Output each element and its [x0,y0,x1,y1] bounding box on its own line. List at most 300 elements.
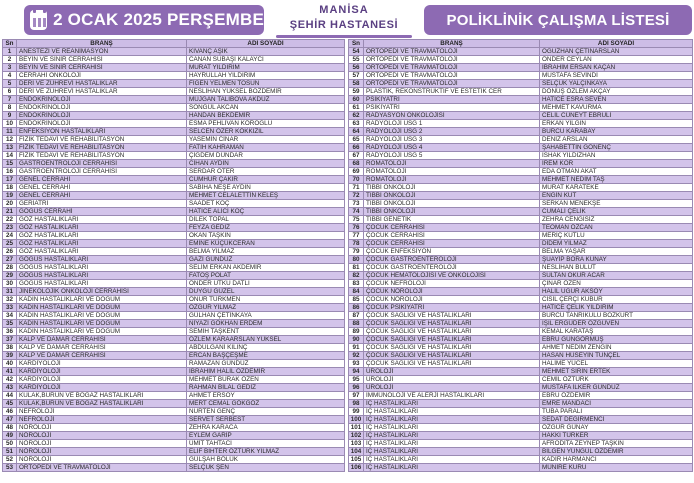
table-row [3,64,345,72]
doctor-name-cell: EDA OTMAN AKAT [540,168,693,176]
row-number: 97 [349,392,364,400]
doctor-name-cell: HATİCE ESRA SEVEN [540,96,693,104]
doctor-name-cell: ŞUAYİP BORA KUNAY [540,256,693,264]
doctor-name-cell: ENGİN KUT [540,192,693,200]
table-row [3,48,345,56]
table-row [349,432,693,440]
row-number: 45 [3,400,17,408]
row-number: 39 [3,352,17,360]
doctor-name-cell: GÜLHAN ÇETİNKAYA [187,312,345,320]
table-row [349,120,693,128]
table-row [349,304,693,312]
department-cell: PSİKİYATRİ [364,104,540,112]
doctor-name-cell: YASEMİN CİNAR [187,136,345,144]
table-row [349,128,693,136]
department-cell: KALP VE DAMAR CERRAHİSİ [17,336,187,344]
row-number: 8 [3,104,17,112]
table-row [3,120,345,128]
row-number: 91 [349,344,364,352]
department-cell: ROMATOLOJİ [364,168,540,176]
doctor-name-cell: IŞIL ERGÜDER ÖZGÜVEN [540,320,693,328]
row-number: 12 [3,136,17,144]
row-number: 85 [349,296,364,304]
doctor-name-cell: NİYAZİ GÖKHAN ERDEM [187,320,345,328]
department-cell: İÇ HASTALIKLARI [364,424,540,432]
doctor-name-cell: MERT CEMAL GÖKGÖZ [187,400,345,408]
department-cell: ÇOCUK SAĞLIĞI VE HASTALIKLARI [364,352,540,360]
table-row [349,384,693,392]
hospital-underline [276,35,412,38]
table-row [349,408,693,416]
department-cell: ENDOKRİNOLOJİ [17,96,187,104]
row-number: 34 [3,312,17,320]
table-row [349,232,693,240]
table-row [3,152,345,160]
row-number: 38 [3,344,17,352]
table-row [349,160,693,168]
doctor-name-cell: SELÇUK YALÇINKAYA [540,80,693,88]
department-cell: ORTOPEDİ VE TRAVMATOLOJİ [364,72,540,80]
table-row [349,392,693,400]
department-cell: RADYASYON ONKOLOJİSİ [364,112,540,120]
department-cell: DERİ VE ZÜHREVİ HASTALIKLAR [17,80,187,88]
department-cell: GASTROENTROLOJİ CERRAHİSİ [17,168,187,176]
table-row [349,320,693,328]
table-row [3,264,345,272]
department-cell: GÖĞÜS CERRAHİ [17,208,187,216]
row-number: 102 [349,432,364,440]
department-cell: NEFROLOJİ [17,408,187,416]
department-cell: KULAK,BURUN VE BOĞAZ HASTALIKLARI [17,400,187,408]
doctor-name-cell: TUBA PARALI [540,408,693,416]
department-cell: İÇ HASTALIKLARI [364,416,540,424]
row-number: 31 [3,288,17,296]
department-cell: BEYİN VE SİNİR CERRAHİSİ [17,56,187,64]
col-sn: Sn [349,40,364,48]
department-cell: NÖROLOJİ [17,456,187,464]
doctor-name-cell: MERİÇ KUTLU [540,232,693,240]
department-cell: ÇOCUK ENFEKSİYON [364,248,540,256]
table-row [3,312,345,320]
table-row [3,424,345,432]
table-row [3,184,345,192]
row-number: 37 [3,336,17,344]
doctor-name-cell: DÖNÜŞ ÖZLEM AKÇAY [540,88,693,96]
table-row [3,248,345,256]
department-cell: ÇOCUK SAĞLIĞI VE HASTALIKLARI [364,336,540,344]
department-cell: TIBBİ ONKOLOJİ [364,192,540,200]
doctor-name-cell: MEHMET BURAK ÖZEN [187,376,345,384]
doctor-name-cell: GÜLŞAH BÖLÜK [187,456,345,464]
row-number: 77 [349,232,364,240]
row-number: 93 [349,360,364,368]
date-text: 2 OCAK 2025 PERŞEMBE [53,10,264,29]
department-cell: GÖĞÜS HASTALIKLARI [17,272,187,280]
doctor-name-cell: MEHMET CELALETTİN KELEŞ [187,192,345,200]
doctor-name-cell: MUSTAFA İLKER GÜNDÜZ [540,384,693,392]
table-row [3,256,345,264]
row-number: 25 [3,240,17,248]
row-number: 43 [3,384,17,392]
row-number: 76 [349,224,364,232]
department-cell: KADIN HASTALIKLARI VE DOĞUM [17,328,187,336]
row-number: 3 [3,64,17,72]
doctor-name-cell: MÜJGAN TALIBOVA AKDÜZ [187,96,345,104]
department-cell: ÇOCUK HEMATOLOJİSİ VE ONKOLOJİSİ [364,272,540,280]
row-number: 58 [349,80,364,88]
row-number: 106 [349,464,364,472]
table-row [349,376,693,384]
table-row [349,112,693,120]
row-number: 10 [3,120,17,128]
doctor-name-cell: ŞAHABETTİN GÖNENÇ [540,144,693,152]
row-number: 18 [3,184,17,192]
row-number: 68 [349,160,364,168]
department-cell: FİZİK TEDAVİ VE REHABİLİTASYON [17,144,187,152]
doctor-name-cell: SERKAN MENEKŞE [540,200,693,208]
table-row [349,224,693,232]
table-row [3,464,345,472]
doctor-name-cell: ESMA PEHLİVAN KÖROĞLU [187,120,345,128]
doctor-name-cell: BURCU TANRIKULU BOZKURT [540,312,693,320]
row-number: 79 [349,248,364,256]
department-cell: İÇ HASTALIKLARI [364,464,540,472]
department-cell: KALP VE DAMAR CERRAHİSİ [17,352,187,360]
table-row [349,152,693,160]
table-row [3,104,345,112]
department-cell: KADIN HASTALIKLARI VE DOĞUM [17,320,187,328]
doctor-name-cell: SERDAR ÖTER [187,168,345,176]
table-row [3,392,345,400]
row-number: 50 [3,440,17,448]
row-number: 19 [3,192,17,200]
row-number: 98 [349,400,364,408]
doctor-name-cell: BELMA YAŞAR [540,248,693,256]
table-row [349,56,693,64]
schedule-table-left [2,39,345,472]
row-number: 82 [349,272,364,280]
department-cell: KULAK,BURUN VE BOĞAZ HASTALIKLARI [17,392,187,400]
doctor-name-cell: SULTAN OKUR ACAR [540,272,693,280]
table-row [349,264,693,272]
table-row [349,456,693,464]
row-number: 101 [349,424,364,432]
table-row [349,64,693,72]
department-cell: ÇOCUK NEFROLOJİ [364,280,540,288]
doctor-name-cell: EMRE MANDACI [540,400,693,408]
table-row [349,88,693,96]
col-adi-soyadi: ADI SOYADI [540,40,693,48]
table-row [349,144,693,152]
row-number: 52 [3,456,17,464]
department-cell: ORTOPEDİ VE TRAVMATOLOJİ [364,48,540,56]
department-cell: İÇ HASTALIKLARI [364,440,540,448]
department-cell: ÇOCUK NÖROLOJİ [364,296,540,304]
table-row [3,304,345,312]
department-cell: ÇOCUK SAĞLIĞI VE HASTALIKLARI [364,320,540,328]
table-row [349,360,693,368]
table-row [349,192,693,200]
doctor-name-cell: CUMHUR ÇAKIR [187,176,345,184]
table-row [3,200,345,208]
row-number: 96 [349,384,364,392]
department-cell: RADYOLOJİ USG 2 [364,128,540,136]
department-cell: TIBBİ GENETİK [364,216,540,224]
row-number: 36 [3,328,17,336]
row-number: 81 [349,264,364,272]
table-row [3,240,345,248]
department-cell: GERİATRİ [17,200,187,208]
row-number: 24 [3,232,17,240]
doctor-name-cell: RAHMAN BİLAL GEDİZ [187,384,345,392]
department-cell: ÜROLOJİ [364,384,540,392]
department-cell: NÖROLOJİ [17,448,187,456]
doctor-name-cell: DENİZ ARSLAN [540,136,693,144]
doctor-name-cell: ABDULGANİ KILINÇ [187,344,345,352]
row-number: 86 [349,304,364,312]
doctor-name-cell: MURAT YILDIRIM [187,64,345,72]
col-brans: BRANŞ [17,40,187,48]
department-cell: ORTOPEDİ VE TRAVMATOLOJİ [17,464,187,472]
table-row [349,216,693,224]
department-cell: NEFROLOJİ [17,416,187,424]
department-cell: İÇ HASTALIKLARI [364,456,540,464]
doctor-name-cell: ÜMİT TAHTACI [187,440,345,448]
row-number: 88 [349,320,364,328]
department-cell: KADIN HASTALIKLARI VE DOĞUM [17,312,187,320]
doctor-name-cell: CELİL CÜNEYT EBRULİ [540,112,693,120]
doctor-name-cell: KIVANÇ AŞIK [187,48,345,56]
row-number: 48 [3,424,17,432]
department-cell: KADIN HASTALIKLARI VE DOĞUM [17,296,187,304]
table-row [349,280,693,288]
department-cell: İÇ HASTALIKLARI [364,408,540,416]
table-row [3,112,345,120]
table-row [3,216,345,224]
doctor-name-cell: FİGEN YELMEN TOSUN [187,80,345,88]
department-cell: GÖĞÜS HASTALIKLARI [17,264,187,272]
col-adi-soyadi: ADI SOYADI [187,40,345,48]
department-cell: ÇOCUK NÖROLOJİ [364,288,540,296]
doctor-name-cell: EBRU GÜNGÖRMÜŞ [540,336,693,344]
department-cell: TIBBİ ONKOLOJİ [364,208,540,216]
table-row [3,296,345,304]
doctor-name-cell: HATİCE ÇELİK YILDIRIM [540,304,693,312]
department-cell: NÖROLOJİ [17,424,187,432]
doctor-name-cell: EMİNE KÜÇÜKCERAN [187,240,345,248]
row-number: 15 [3,160,17,168]
department-cell: PSİKİYATRİ [364,96,540,104]
department-cell: PLASTİK, REKONSTRÜKTİF VE ESTETİK CER [364,88,540,96]
row-number: 13 [3,144,17,152]
row-number: 69 [349,168,364,176]
department-cell: GÖZ HASTALIKLARI [17,248,187,256]
department-cell: TIBBİ ONKOLOJİ [364,200,540,208]
department-cell: RADYOLOJİ USG 1 [364,120,540,128]
table-row [3,336,345,344]
row-number: 61 [349,104,364,112]
row-number: 84 [349,288,364,296]
department-cell: NÖROLOJİ [17,440,187,448]
row-number: 99 [349,408,364,416]
table-row [3,128,345,136]
row-number: 53 [3,464,17,472]
row-number: 105 [349,456,364,464]
department-cell: GÖZ HASTALIKLARI [17,216,187,224]
row-number: 2 [3,56,17,64]
row-number: 5 [3,80,17,88]
department-cell: ENDOKRİNOLOJİ [17,104,187,112]
table-row [349,288,693,296]
table-row [349,96,693,104]
doctor-name-cell: SAADET KOÇ [187,200,345,208]
department-cell: ÇOCUK CERRAHİSİ [364,240,540,248]
doctor-name-cell: SELCEN ÖZER KÖKKIZIL [187,128,345,136]
table-row [3,456,345,464]
table-row [3,280,345,288]
table-row [3,160,345,168]
doctor-name-cell: ÖZGÜR GÜNAY [540,424,693,432]
calendar-icon [30,10,47,30]
department-cell: ENDOKRİNOLOJİ [17,120,187,128]
doctor-name-cell: SEMİH TAŞKENT [187,328,345,336]
table-row [3,408,345,416]
table-row [3,448,345,456]
row-number: 73 [349,200,364,208]
table-row [3,416,345,424]
doctor-name-cell: FATİH KAHRAMAN [187,144,345,152]
doctor-name-cell: SELÇUK ŞEN [187,464,345,472]
table-row [3,344,345,352]
doctor-name-cell: DUYGU GÜZEL [187,288,345,296]
department-cell: DERİ VE ZÜHREVİ HASTALIKLAR [17,88,187,96]
department-cell: ROMATOLOJİ [364,160,540,168]
row-number: 66 [349,144,364,152]
table-row [3,352,345,360]
doctor-name-cell: HAKKI TÜRKER [540,432,693,440]
row-number: 41 [3,368,17,376]
department-cell: ÜROLOJİ [364,376,540,384]
department-cell: ENDOKRİNOLOJİ [17,112,187,120]
doctor-name-cell: MUSTAFA SEVİNDİ [540,72,693,80]
row-number: 83 [349,280,364,288]
department-cell: İMMÜNOLOJİ VE ALERJİ HASTALIKLARI [364,392,540,400]
row-number: 11 [3,128,17,136]
row-number: 9 [3,112,17,120]
department-cell: GENEL CERRAHİ [17,192,187,200]
department-cell: FİZİK TEDAVİ VE REHABİLİTASYON [17,152,187,160]
row-number: 40 [3,360,17,368]
row-number: 67 [349,152,364,160]
department-cell: TIBBİ ONKOLOJİ [364,184,540,192]
department-cell: İÇ HASTALIKLARI [364,448,540,456]
table-row [349,168,693,176]
doctor-name-cell: BİLGEN YÜNGÜL ÖZDEMİR [540,448,693,456]
doctor-name-cell: ZEHRA CENGİSİZ [540,216,693,224]
table-row [349,248,693,256]
department-cell: NÖROLOJİ [17,432,187,440]
doctor-name-cell: NESLİHAN YÜKSEL BOZDEMİR [187,88,345,96]
table-row [3,208,345,216]
table-row [3,144,345,152]
hospital-name [276,3,412,37]
row-number: 35 [3,320,17,328]
department-cell: ÇOCUK GASTROENTEROLOJİ [364,264,540,272]
row-number: 23 [3,224,17,232]
row-number: 1 [3,48,17,56]
department-cell: ORTOPEDİ VE TRAVMATOLOJİ [364,64,540,72]
doctor-name-cell: ELİF BİHTER ÖZTÜRK YILMAZ [187,448,345,456]
department-cell: ORTOPEDİ VE TRAVMATOLOJİ [364,56,540,64]
doctor-name-cell: MEHMET KAVURMA [540,104,693,112]
doctor-name-cell: EBRU ÖZDEMİR [540,392,693,400]
table-row [349,272,693,280]
table-row [349,464,693,472]
table-header-row [349,40,693,48]
department-cell: BEYİN VE SİNİR CERRAHİSİ [17,64,187,72]
doctor-name-cell: DİLEK TOPAL [187,216,345,224]
doctor-name-cell: CEMİL ÖZTÜRK [540,376,693,384]
row-number: 49 [3,432,17,440]
table-row [349,448,693,456]
table-row [349,48,693,56]
department-cell: ROMATOLOJİ [364,176,540,184]
doctor-name-cell: HANDAN BEKDEMİR [187,112,345,120]
department-cell: ÜROLOJİ [364,368,540,376]
doctor-name-cell: İBRAHİM ERSAN KAÇAN [540,64,693,72]
row-number: 30 [3,280,17,288]
row-number: 72 [349,192,364,200]
doctor-name-cell: ÖZGÜR YILMAZ [187,304,345,312]
table-row [3,368,345,376]
department-cell: ÇOCUK PSİKİYATRİ [364,304,540,312]
row-number: 92 [349,352,364,360]
doctor-name-cell: HATİCE ALİCİ KOÇ [187,208,345,216]
row-number: 22 [3,216,17,224]
doctor-name-cell: KADİR HARMANCI [540,456,693,464]
doctor-name-cell: AFRODİTA ZEYNEP TAŞKIN [540,440,693,448]
table-row [3,72,345,80]
doctor-name-cell: DİDEM YILMAZ [540,240,693,248]
doctor-name-cell: ZEHRA KARACA [187,424,345,432]
row-number: 104 [349,448,364,456]
doctor-name-cell: ÇINAR ÖZEN [540,280,693,288]
row-number: 89 [349,328,364,336]
department-cell: GASTROENTROLOJİ CERRAHİSİ [17,160,187,168]
doctor-name-cell: SERVET SERBEST [187,416,345,424]
doctor-name-cell: MEHMET SİRİN ERTEK [540,368,693,376]
row-number: 80 [349,256,364,264]
department-cell: KARDİYOLOJİ [17,376,187,384]
table-row [349,240,693,248]
doctor-name-cell: SELİM ERKAN AKDEMİR [187,264,345,272]
doctor-name-cell: GAZİ GÜNDÜZ [187,256,345,264]
row-number: 20 [3,200,17,208]
row-number: 78 [349,240,364,248]
department-cell: KALP VE DAMAR CERRAHİSİ [17,344,187,352]
doctor-name-cell: İREM KOR [540,160,693,168]
doctor-name-cell: ONUR TÜRKMEN [187,296,345,304]
doctor-name-cell: ÖZLEM KARAARSLAN YÜKSEL [187,336,345,344]
table-row [349,336,693,344]
doctor-name-cell: SABİHA NEŞE AYDIN [187,184,345,192]
doctor-name-cell: ÖNDER UTKU DATLI [187,280,345,288]
doctor-name-cell: BURCU KARABAY [540,128,693,136]
table-row [349,424,693,432]
row-number: 32 [3,296,17,304]
row-number: 16 [3,168,17,176]
doctor-name-cell: FEYZA GEDİZ [187,224,345,232]
